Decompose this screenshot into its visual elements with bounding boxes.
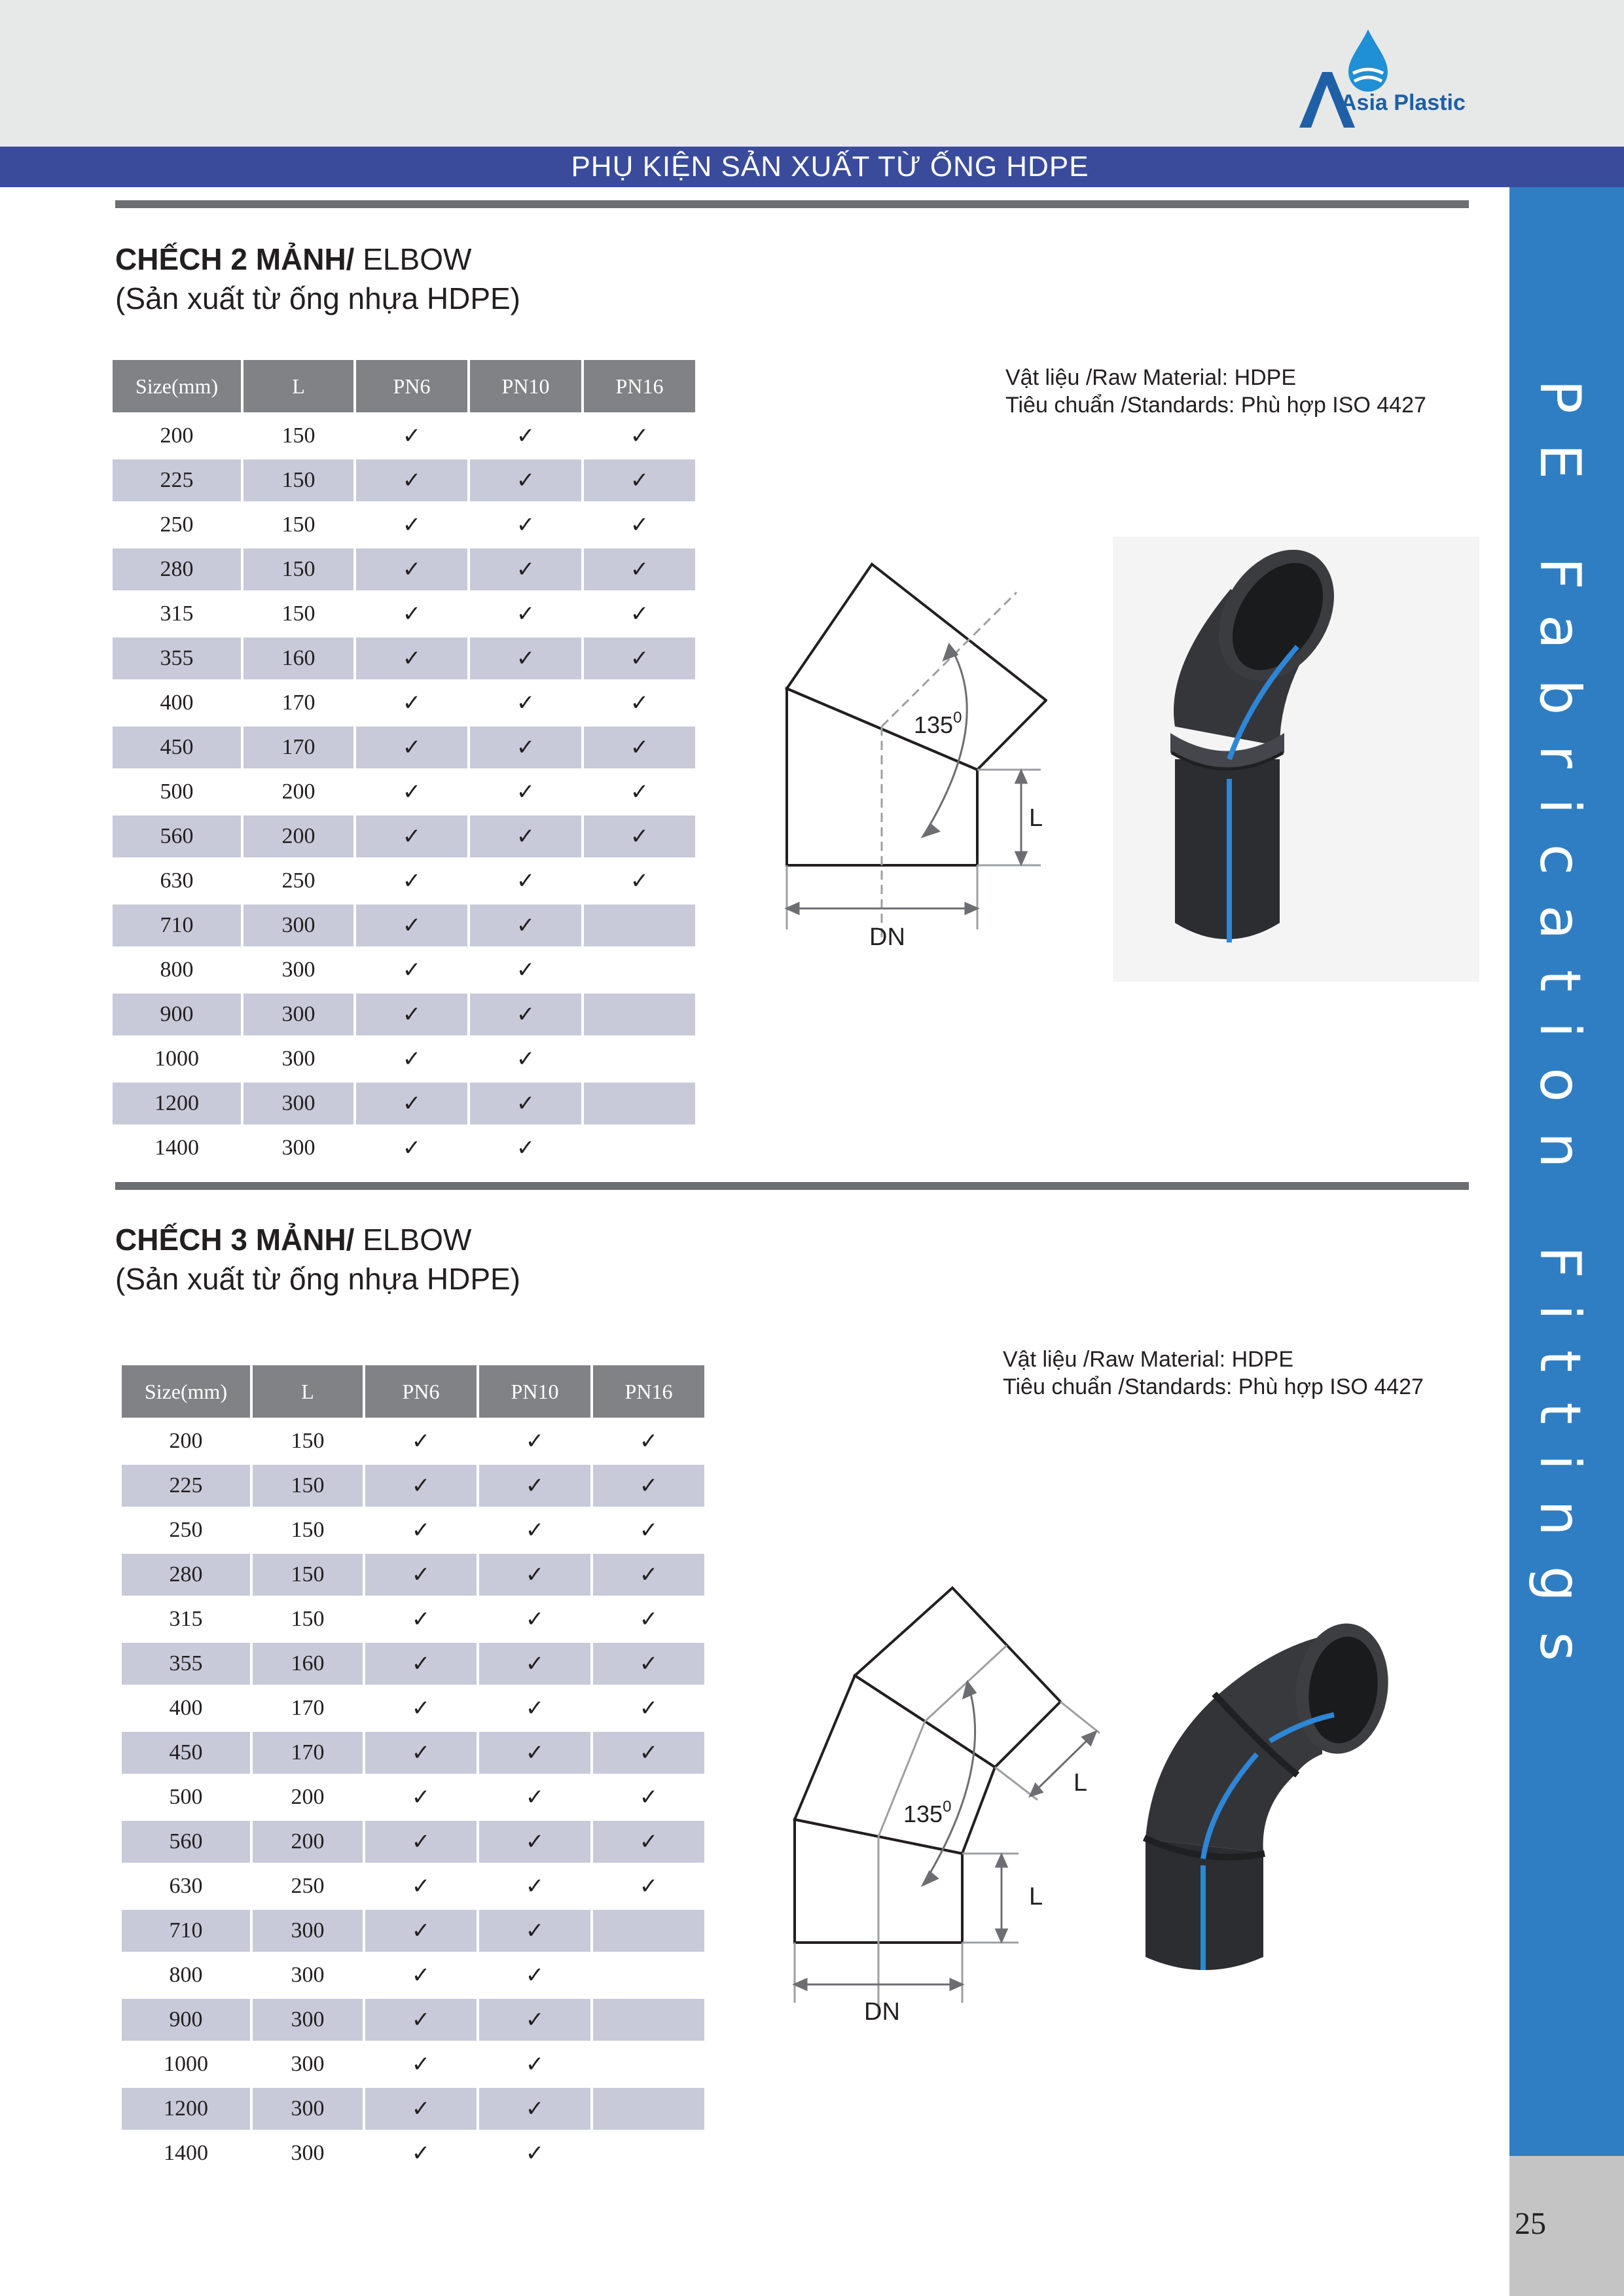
table-cell: 250 [291,1874,325,1898]
section1-size-table [110,357,698,1172]
table-cell: ✓ [356,816,467,857]
table-header-row [113,360,695,412]
table-row [122,2043,704,2085]
table-cell: ✓ [525,1518,545,1543]
table-cell: 300 [244,994,353,1035]
table-row [122,1821,704,1863]
table-row [122,1865,704,1907]
table-cell: ✓ [470,816,581,857]
table-cell: ✓ [470,548,581,590]
table-cell: ✓ [630,780,649,804]
table-cell: ✓ [479,1821,590,1863]
table-cell: 355 [113,637,241,679]
table-cell [584,1083,695,1124]
table-row [122,1732,704,1774]
table-cell: ✓ [356,994,467,1035]
side-label: PE Fabrication Fittings [1527,380,1593,1692]
table-cell: 300 [253,2088,363,2130]
section1-elbow-photo [1113,537,1479,982]
table-row [113,1083,695,1124]
table-row [122,1509,704,1551]
table-cell: ✓ [402,424,422,448]
table-row [113,593,695,635]
table-cell: ✓ [516,691,535,715]
table-cell: 300 [291,1963,325,1987]
dn-label: DN [864,1998,900,2026]
table-cell [593,2132,704,2174]
table-cell: ✓ [402,602,422,626]
table-cell: ✓ [525,1607,545,1632]
table-cell [593,2088,704,2130]
table-cell: 1400 [154,1136,199,1160]
section-divider [115,200,1469,208]
table-row [113,771,695,813]
table-header-cell: PN10 [470,360,581,412]
table-cell: ✓ [479,1643,590,1685]
table-cell: ✓ [516,958,535,982]
table-cell: 150 [253,1465,363,1507]
table-row [113,548,695,590]
center-line-top [925,1645,1007,1721]
table-cell: ✓ [470,994,581,1035]
table-cell: ✓ [639,1874,659,1899]
table-cell: ✓ [365,1732,477,1774]
table-cell: ✓ [479,1999,590,2041]
table-cell: ✓ [411,2142,431,2166]
table-cell: 160 [244,637,353,679]
table-cell: ✓ [411,2053,431,2077]
table-cell [593,1999,704,2041]
table-cell: ✓ [411,1518,431,1543]
table-header-cell: L [244,360,353,412]
section1-title [115,241,471,278]
table-cell: 300 [244,905,353,946]
table-cell: ✓ [365,1821,477,1863]
table-cell: ✓ [630,424,649,448]
table-row [113,1127,695,1169]
section2-material: Vật liệu /Raw Material: HDPE [1003,1347,1294,1372]
table-cell: ✓ [584,548,695,590]
table-cell: ✓ [356,726,467,768]
table-cell: ✓ [593,1732,704,1774]
table-cell: ✓ [630,691,649,715]
table-cell: 630 [160,869,194,893]
table-header-row [122,1365,704,1418]
table-cell: ✓ [356,905,467,946]
table-header-cell: PN6 [365,1365,477,1418]
table-cell: ✓ [525,1696,545,1721]
table-cell: 800 [160,958,194,982]
table-cell: 150 [281,423,316,448]
table-cell: ✓ [516,869,535,893]
table-cell: 300 [281,1047,316,1071]
table-cell: 800 [169,1963,203,1987]
table-cell: ✓ [479,1910,590,1952]
table-cell: 300 [281,1136,316,1160]
section1-title-bold: CHẾCH 2 MẢNH/ [115,242,355,276]
table-cell: 150 [281,512,316,537]
table-cell [584,994,695,1035]
table-cell: ✓ [525,1785,545,1810]
section1-title-light: ELBOW [354,242,472,276]
table-cell: 500 [160,780,194,804]
table-cell: 200 [281,780,316,804]
table-cell: 500 [169,1785,203,1809]
table-cell: 280 [122,1554,250,1596]
table-cell: 1200 [113,1083,241,1124]
table-cell: 630 [169,1874,203,1898]
table-cell: ✓ [516,602,535,626]
dn-label: DN [869,924,905,951]
table-cell: ✓ [365,1999,477,2041]
section2-size-table [119,1363,707,2177]
table-cell [584,1038,695,1080]
table-cell: 150 [291,1429,325,1453]
table-cell: 450 [113,726,241,768]
table-row [113,1038,695,1080]
table-cell: ✓ [470,637,581,679]
table-cell: 900 [113,994,241,1035]
table-row [122,1598,704,1640]
table-row [122,1420,704,1462]
table-cell: ✓ [639,1696,659,1721]
table-cell: ✓ [365,1643,477,1685]
table-cell: ✓ [584,816,695,857]
table-row [122,1687,704,1729]
table-cell: 300 [281,958,316,982]
section1-standard: Tiêu chuẩn /Standards: Phù hợp ISO 4427 [1005,393,1426,418]
table-cell: ✓ [402,1136,422,1160]
table-cell: ✓ [411,1874,431,1899]
table-cell: 150 [281,601,316,626]
table-cell: ✓ [411,1429,431,1454]
table-cell: ✓ [402,513,422,537]
table-cell: 200 [291,1785,325,1809]
table-cell: ✓ [356,637,467,679]
table-row [113,816,695,857]
table-cell [584,949,695,991]
table-cell [584,1127,695,1169]
table-row [122,2088,704,2130]
extension-line [1060,1702,1100,1733]
table-cell: ✓ [593,1554,704,1596]
table-cell: ✓ [479,2088,590,2130]
table-cell: ✓ [402,958,422,982]
elbow-upper-segment [787,564,1046,770]
table-cell: 225 [113,459,241,501]
table-row [113,459,695,501]
l-label: L [1029,1883,1043,1910]
table-cell: 250 [281,869,316,893]
table-cell: ✓ [402,1047,422,1071]
angle-label: $135^0$ [914,709,962,738]
table-cell: 1000 [164,2052,208,2076]
table-cell: 200 [244,816,353,857]
table-cell: 300 [253,1910,363,1952]
table-header-cell: PN10 [479,1365,590,1418]
table-cell: ✓ [402,869,422,893]
table-header-cell: Size(mm) [122,1365,250,1418]
table-cell: 250 [169,1518,203,1542]
table-cell: ✓ [639,1607,659,1632]
table-cell: ✓ [356,1083,467,1124]
table-cell: 150 [244,459,353,501]
table-cell: ✓ [411,1785,431,1810]
table-row [113,994,695,1035]
center-line-angled [882,592,1017,726]
table-cell: 300 [244,1083,353,1124]
table-cell: ✓ [479,1465,590,1507]
section-divider [115,1182,1469,1190]
table-cell: ✓ [630,513,649,537]
table-header-cell: PN16 [584,360,695,412]
table-cell: 200 [160,423,194,448]
table-header-cell: Size(mm) [113,360,241,412]
table-cell: 250 [160,512,194,537]
table-cell: 300 [291,2052,325,2076]
table-cell: 1000 [154,1047,199,1071]
section1-subtitle: (Sản xuất từ ống nhựa HDPE) [115,281,521,315]
table-cell: 150 [291,1607,325,1631]
table-row [122,2132,704,2174]
table-cell: ✓ [525,1874,545,1899]
table-cell: ✓ [516,780,535,804]
angle-arc [923,645,967,836]
table-row [113,415,695,457]
l-top-label: L [1074,1769,1088,1797]
table-row [113,905,695,946]
table-cell: ✓ [470,1083,581,1124]
table-cell: ✓ [411,1964,431,1988]
table-row [122,1776,704,1818]
table-cell: 170 [253,1732,363,1774]
section2-elbow-diagram [785,1577,1126,2036]
angle-label: $135^0$ [903,1798,952,1827]
table-header-cell: PN16 [593,1365,704,1418]
table-cell: ✓ [639,1518,659,1543]
table-row [113,860,695,902]
table-cell: 200 [253,1821,363,1863]
table-cell: 160 [253,1643,363,1685]
table-cell: ✓ [639,1785,659,1810]
table-cell: ✓ [639,1429,659,1454]
table-cell: 225 [122,1465,250,1507]
table-cell: 1400 [164,2141,208,2165]
table-header-cell: L [253,1365,363,1418]
table-cell: 300 [291,2141,325,2165]
section2-title-light: ELBOW [354,1223,472,1257]
table-cell: ✓ [525,2053,545,2077]
table-cell: 355 [122,1643,250,1685]
table-cell: ✓ [470,905,581,946]
table-cell: ✓ [365,2088,477,2130]
table-cell: ✓ [411,1696,431,1721]
table-cell: 150 [291,1518,325,1542]
table-cell: ✓ [365,1910,477,1952]
table-cell: 450 [122,1732,250,1774]
table-row [113,504,695,546]
table-row [122,1954,704,1996]
table-cell: 560 [113,816,241,857]
table-cell: 400 [160,691,194,715]
section2-standard: Tiêu chuẩn /Standards: Phù hợp ISO 4427 [1003,1374,1424,1399]
table-row [113,726,695,768]
table-cell: ✓ [584,459,695,501]
table-cell: ✓ [584,726,695,768]
table-row [113,682,695,724]
table-cell: ✓ [479,1554,590,1596]
table-cell: 1200 [122,2088,250,2130]
table-cell: ✓ [470,726,581,768]
table-cell: ✓ [470,459,581,501]
table-cell: 710 [113,905,241,946]
section1-elbow-diagram [772,550,1047,969]
table-cell: ✓ [402,691,422,715]
table-cell: ✓ [525,1964,545,1988]
table-row [122,1554,704,1596]
banner-title: PHỤ KIỆN SẢN XUẤT TỪ ỐNG HDPE [571,151,1089,183]
table-cell: ✓ [479,1732,590,1774]
table-cell: ✓ [516,1136,535,1160]
table-cell [593,2043,704,2085]
table-cell: 150 [244,548,353,590]
table-cell: 900 [122,1999,250,2041]
table-cell [584,905,695,946]
table-cell: 300 [253,1999,363,2041]
table-cell: 710 [122,1910,250,1952]
table-cell: ✓ [593,1821,704,1863]
table-cell: 170 [281,691,316,715]
table-row [122,1910,704,1952]
table-cell: 170 [244,726,353,768]
section2-title-bold: CHẾCH 3 MẢNH/ [115,1223,355,1257]
table-cell: 560 [122,1821,250,1863]
section2-subtitle: (Sản xuất từ ống nhựa HDPE) [115,1262,521,1296]
table-cell: ✓ [525,2142,545,2166]
table-cell: 280 [113,548,241,590]
table-header-cell: PN6 [356,360,467,412]
table-cell: 150 [253,1554,363,1596]
table-cell: ✓ [630,869,649,893]
table-cell: 315 [160,601,194,626]
table-row [113,949,695,991]
table-cell: ✓ [516,424,535,448]
table-cell: 170 [291,1696,325,1720]
table-row [122,1643,704,1685]
brand-name: Asia Plastic [1341,90,1466,115]
table-cell: ✓ [365,1465,477,1507]
table-cell: ✓ [516,513,535,537]
table-cell: ✓ [402,780,422,804]
table-cell: ✓ [356,459,467,501]
table-row [122,1999,704,2041]
table-cell: ✓ [525,1429,545,1454]
page-number: 25 [1515,2206,1546,2241]
table-cell: 315 [169,1607,203,1631]
table-row [113,637,695,679]
table-cell: 200 [169,1429,203,1453]
table-cell: ✓ [584,637,695,679]
table-cell: ✓ [630,602,649,626]
table-cell: ✓ [356,548,467,590]
table-row [122,1465,704,1507]
section2-title [115,1221,471,1258]
elbow-top-segment [855,1588,1060,1767]
l-label: L [1029,804,1043,832]
table-cell: ✓ [516,1047,535,1071]
table-cell: ✓ [593,1643,704,1685]
table-cell: ✓ [593,1465,704,1507]
table-cell [593,1954,704,1996]
section1-material: Vật liệu /Raw Material: HDPE [1005,365,1297,390]
section2-elbow-photo [1126,1590,1466,1983]
table-cell [593,1910,704,1952]
table-cell: ✓ [411,1607,431,1632]
table-cell: 400 [169,1696,203,1720]
table-cell: ✓ [365,1554,477,1596]
